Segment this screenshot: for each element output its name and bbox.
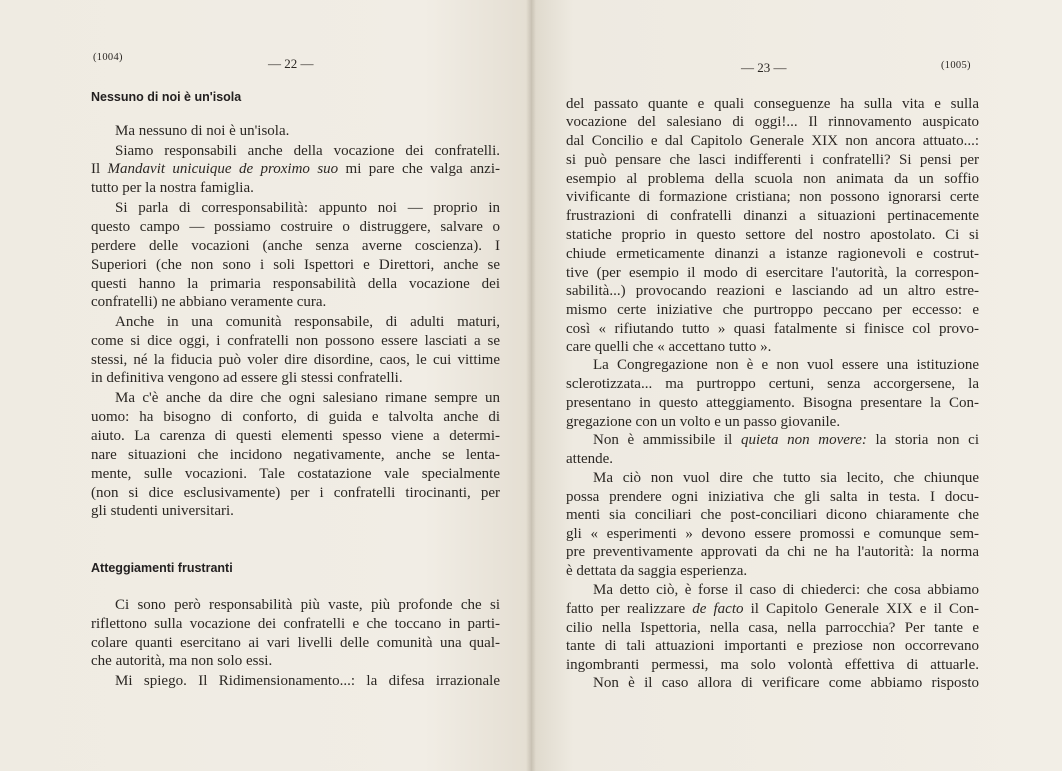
text-line: confratelli) ne abbiano veramente cura.	[91, 294, 327, 310]
text-line: gli « esperimenti » devono essere promossi e comunque sem-	[566, 526, 979, 542]
text-line: frustrazioni di confratelli dinanzi a situazioni pertinacemente	[566, 208, 979, 224]
text-line: Siamo responsabili anche della vocazione dei confratelli.	[115, 143, 500, 159]
text-line: menti sia conciliari che post-conciliari dicono chiaramente che	[566, 507, 979, 523]
left-page-code: (1004)	[93, 52, 123, 63]
text-line: mismo certe iniziative che purtroppo peccano per eccesso: e	[566, 302, 979, 318]
text-fragment: la storia non ci	[866, 432, 979, 448]
text-line: così « rifiutando tutto » quasi fatalmente si finisce col provo-	[566, 321, 979, 337]
text-line: chiude ermeticamente dinanzi a istanze ragionevoli e costrut-	[566, 246, 979, 262]
text-fragment: fatto per realizzare	[566, 601, 693, 617]
text-line: vivificante di formazione cristiana; non possono ignorarsi certe	[566, 189, 979, 205]
text-line: questo campo — possiamo costruire o distruggere, salvare o	[91, 219, 500, 235]
text-line: mente, sulle vocazioni. Tale costatazione vale specialmente	[91, 466, 500, 482]
text-line: colare quanti esercitano ai vari livelli delle comunità una qual-	[91, 635, 500, 651]
text-line: ingombranti permessi, ma solo volontà effettiva di attuarle.	[566, 657, 979, 673]
text-line: gli studenti universitari.	[91, 503, 234, 519]
text-line: attende.	[566, 451, 614, 467]
text-line-quieta	[593, 431, 979, 450]
text-line: Superiori (che non sono i soli Ispettori e Direttori, anche se	[91, 257, 500, 273]
text-line: Ma c'è anche da dire che ogni salesiano rimane sempre un	[115, 390, 500, 406]
text-line: Ma nessuno di noi è un'isola.	[115, 123, 290, 139]
text-line: sclerotizzata... ma purtroppo certuni, senza accorgersene, la	[566, 376, 979, 392]
text-line: (non si dice esclusivamente) per i confratelli tirocinanti, per	[91, 485, 500, 501]
text-line: Non è il caso allora di verificare come abbiamo risposto	[593, 675, 979, 691]
text-line: tutto per la nostra famiglia.	[91, 180, 254, 196]
text-line: cilio nella Ispettoria, nella casa, nella parrocchia? Per tante e	[566, 620, 979, 636]
text-line: sabilità...) provocando reazioni e lasciando ad un altro estre-	[566, 283, 979, 299]
text-line: Mi spiego. Il Ridimensionamento...: la difesa irrazionale	[115, 673, 500, 689]
text-line: come si dice oggi, i confratelli non possono essere lasciati a se	[91, 333, 500, 349]
text-line: La Congregazione non è e non vuol essere una istituzione	[593, 357, 979, 373]
text-line: presentano in questo atteggiamento. Bisogna presentare la Con-	[566, 395, 979, 411]
text-line: è dettata da saggia esperienza.	[566, 563, 748, 579]
text-line: in definitiva vengono ad essere gli stessi confratelli.	[91, 370, 403, 386]
text-line: tante di tali attuazioni importanti e preziose non occorrevano	[566, 638, 979, 654]
latin-quote: de facto	[692, 601, 744, 617]
latin-quote: quieta non movere:	[740, 432, 867, 448]
text-line: vocazione del salesiano di oggi!... Il rinnovamento auspicato	[566, 114, 979, 130]
text-line-defacto	[566, 600, 979, 619]
book-gutter	[526, 0, 536, 771]
right-page	[531, 0, 1062, 771]
text-line: pre preventivamente approvati da chi ne ha l'autorità: la norma	[566, 544, 979, 560]
text-line: gregazione con un volto e un passo giovanile.	[566, 414, 841, 430]
text-line: che autorità, ma non solo essi.	[91, 653, 273, 669]
text-line: questi hanno la primaria responsabilità della vocazione dei	[91, 276, 500, 292]
text-line: tive (per esempio il modo di esercitare l'autorità, la correspon-	[566, 265, 979, 281]
text-line: care quelli che « accettano tutto ».	[566, 339, 772, 355]
right-page-code: (1005)	[941, 60, 971, 71]
text-line: del passato quante e quali conseguenze ha sulla vita e sulla	[566, 96, 979, 112]
latin-quote: Mandavit unicuique de proximo suo	[107, 161, 339, 177]
text-line: perdere delle vocazioni (anche senza averne coscienza). I	[91, 238, 500, 254]
text-line: esempio al problema della scuola non animata da un soffio	[566, 171, 979, 187]
text-line: statiche proprio in questo settore del nostro apostolato. Ci si	[566, 227, 979, 243]
text-line: aiuto. La carenza di questi elementi spesso viene a determi-	[91, 428, 500, 444]
text-line: nare situazioni che incidono negativamente, anche se lenta-	[91, 447, 500, 463]
text-line: Si parla di corresponsabilità: appunto noi — proprio in	[115, 200, 500, 216]
text-line: riflettono sulla vocazione dei confratelli e che toccano in parti-	[91, 616, 500, 632]
text-fragment: Il	[91, 161, 108, 177]
section-heading-atteggiamenti: Atteggiamenti frustranti	[91, 561, 233, 575]
section-heading-isola: Nessuno di noi è un'isola	[91, 90, 242, 104]
text-line-mandavit	[91, 160, 500, 179]
text-fragment: Non è ammissibile il	[593, 432, 741, 448]
text-line: uomo: ha bisogno di conforto, di guida e talvolta anche di	[91, 409, 500, 425]
left-page-number: — 22 —	[268, 56, 314, 71]
text-fragment: mi pare che valga anzi-	[338, 161, 500, 177]
text-fragment: il Capitolo Generale XIX e il Con-	[743, 601, 980, 617]
right-page-number: — 23 —	[741, 60, 787, 75]
text-line: Anche in una comunità responsabile, di adulti maturi,	[115, 314, 500, 330]
text-line: dal Concilio e dal Capitolo Generale XIX non ancora attuato...:	[566, 133, 979, 149]
text-line: Ci sono però responsabilità più vaste, più profonde che si	[115, 597, 500, 613]
text-line: si può pensare che lasci indifferenti i confratelli? Si pensi per	[566, 152, 979, 168]
text-line: stessi, né la fiducia può voler dire disordine, caos, le cui vittime	[91, 352, 500, 368]
text-line: Ma ciò non vuol dire che tutto sia lecito, che chiunque	[593, 470, 979, 486]
text-line: Ma detto ciò, è forse il caso di chiederci: che cosa abbiamo	[593, 582, 979, 598]
text-line: possa prendere ogni iniziativa che gli salta in testa. I docu-	[566, 489, 979, 505]
